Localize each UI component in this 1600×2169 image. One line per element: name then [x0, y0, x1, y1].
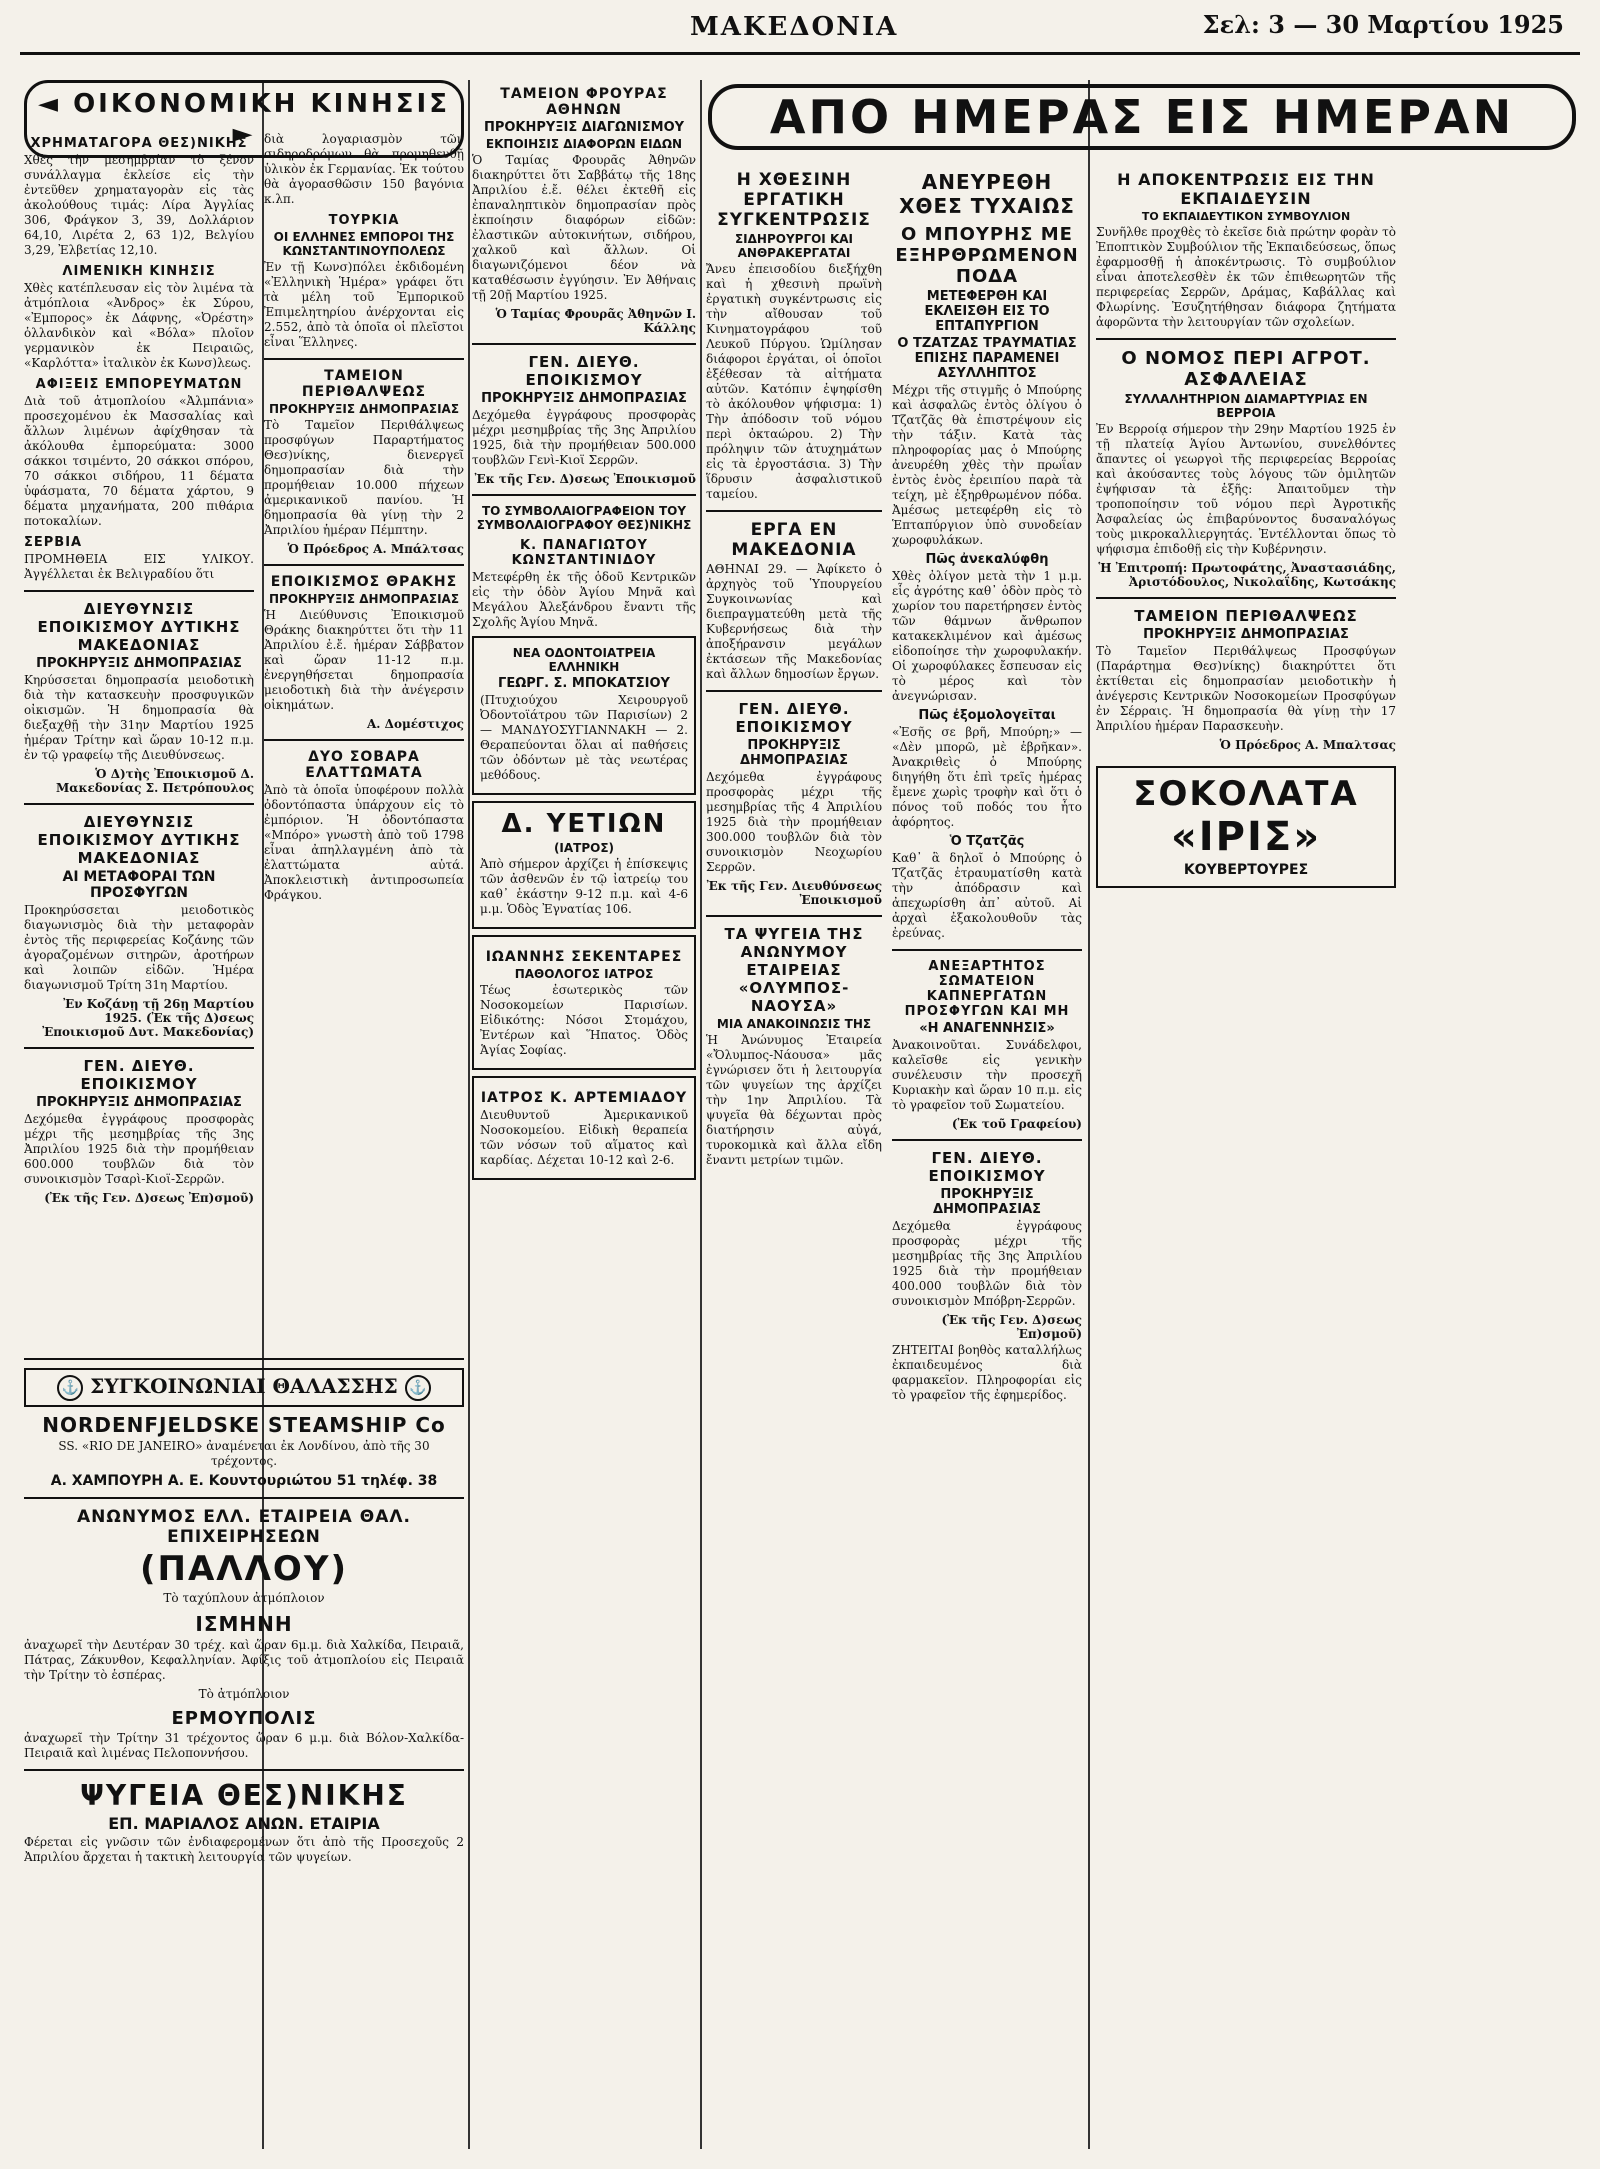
heading-ellines: ΟΙ ΕΛΛΗΝΕΣ ΕΜΠΟΡΟΙ ΤΗΣ ΚΩΝΣΤΑΝΤΙΝΟΥΠΟΛΕΩΣ: [273, 230, 455, 258]
text-main: Μέχρι τῆς στιγμῆς ὁ Μπούρης καὶ ἀσφαλῶς ἐντὸς ὀλίγου ὁ Τζατζᾶς θὰ ἐπιστρέψουν εἰς τὴν τάξιν. Κατὰ τὰς πληροφορίας μας ὁ Μπούρης ἀνευρέθη χθὲς τὴν πρωΐαν ἐντὸς ἑνὸς ἐρειπίου παρὰ τὰ τείχη, μὲ ἐξηρθρωμένον πόδα. Ἀμέσως μετεφέρθη εἰς τὸ Ἑπταπύργιον ὑπὸ συνοδείαν χωροφυλάκων.: [892, 383, 1082, 547]
text-psygeia: Ἡ Ἀνώνυμος Ἑταιρεία «Ὄλυμπος-Νάουσα» μᾶς ἐγνώρισεν ὅτι ἡ λειτουργία τῶν ψυγείων της ἀρχίζει τὴν 1ην Ἀπριλίου. Τὰ ψυγεῖα θὰ δέχωνται πρὸς διατήρησιν αὐγά, τυροκομικὰ καὶ ἄλλα εἴδη ἔναντι μετρίων τιμῶν.: [706, 1033, 882, 1167]
heading-panagiotou: Κ. ΠΑΝΑΓΙΩΤΟΥ ΚΩΝΣΤΑΝΤΙΝΙΔΟΥ: [511, 538, 657, 568]
subcolumn-right: [264, 130, 464, 907]
heading-symbolaiografeion: ΤΟ ΣΥΜΒΟΛΑΙΟΓΡΑΦΕΙΟΝ ΤΟΥ ΣΥΜΒΟΛΑΙΟΓΡΑΦΟΥ ΘΕΣ)ΝΙΚΗΣ: [476, 504, 692, 532]
heading-psygeia: ΨΥΓΕΙΑ ΘΕΣ)ΝΙΚΗΣ: [80, 1778, 408, 1812]
anchor-icon: ⚓: [405, 1375, 431, 1401]
chambouri-address: Α. ΧΑΜΠΟΥΡΗ Α. Ε. Κουντουριώτου 51 τηλέφ. 38: [50, 1472, 438, 1489]
signature-4: Α. Δομέστιχος: [367, 717, 464, 731]
anchor-icon: ⚓: [57, 1375, 83, 1401]
heading-prok-gen: ΠΡΟΚΗΡΥΞΙΣ ΔΗΜΟΠΡΑΣΙΑΣ: [739, 738, 849, 768]
heading-limeniki: ΛΙΜΕΝΙΚΗ ΚΙΝΗΣΙΣ: [62, 264, 216, 279]
heading-chrimatagora: ΧΡΗΜΑΤΑΓΟΡΑ ΘΕΣ)ΝΙΚΗΣ: [30, 136, 248, 151]
text-gen: Δεχόμεθα ἐγγράφους προσφορὰς μέχρι τῆς μεσημβρίας τῆς 3ης Ἀπριλίου 1925 διὰ τὴν προμήθειαν 400.000 τουβλῶν διὰ τὸν συνοικισμὸν Μπόβρη-Σερρῶν.: [892, 1219, 1082, 1308]
text-tameion-frouras: Ὁ Ταμίας Φρουρᾶς Ἀθηνῶν διακηρύττει ὅτι Σαββάτῳ τῆς 18ης Ἀπριλίου ἐ.ἔ. θέλει ἐκτεθῆ εἰς ἐπαναληπτικὸν δημοπρασίαν πρὸς ἐκποίησιν διαφόρων εἰδῶν: ἐλαστικῶν αὐτοκινήτων, σιδήρου, χαλκοῦ καὶ ἄλλων. Οἱ διαγωνιζόμενοι δέον νὰ καταθέσωσιν ἐγγύησιν. Ἐν Ἀθήναις τῇ 20ῇ Μαρτίου 1925.: [472, 153, 696, 302]
text-serbia: ΠΡΟΜΗΘΕΙΑ ΕΙΣ ΥΛΙΚΟΥ. Ἀγγέλλεται ἐκ Βελιγραδίου ὅτι: [24, 552, 254, 581]
text-anagennisis: Ἀνακοινοῦται. Συνάδελφοι, καλεῖσθε εἰς γενικὴν συνέλευσιν τὴν προσεχῆ Κυριακὴν καὶ ὥραν 10 π.μ. εἰς τὸ γραφεῖον τοῦ Σωματείου.: [892, 1038, 1082, 1112]
signature-nomos: Ἡ Ἐπιτροπή: Πρωτοφάτης, Ἀναστασιάδης, Ἀριστόδουλος, Νικολαΐδης, Κωτσάκης: [1098, 561, 1396, 589]
text-chrimatagora: Χθὲς τὴν μεσημβρίαν τὸ ξένον συνάλλαγμα ἐκλείσε εἰς τὴν ἐντεῦθεν χρηματαγορὰν εἰς τὰς ἀκολούθους τιμάς: Λίρα Ἀγγλίας 306, Φράγκον 3, 39, Δολλάριον 64,10, Λιρέτα 2, 63 1)2, Βελγίου 3,29, Ἐλβετίας 12,10.: [24, 153, 254, 257]
heading-psygeia-sub: ΜΙΑ ΑΝΑΚΟΙΝΩΣΙΣ ΤΗΣ: [716, 1017, 872, 1031]
heading-prokiryxis-1: ΠΡΟΚΗΡΥΞΙΣ ΔΗΜΟΠΡΑΣΙΑΣ: [36, 656, 242, 671]
heading-apokentrosis: Η ΑΠΟΚΕΝΤΡΩΣΙΣ ΕΙΣ ΤΗΝ ΕΚΠΑΙΔΕΥΣΙΝ: [1117, 170, 1375, 208]
divider: [706, 915, 882, 917]
heading-prok-gen: ΠΡΟΚΗΡΥΞΙΣ ΔΗΜΟΠΡΑΣΙΑΣ: [932, 1187, 1042, 1217]
divider: [472, 343, 696, 345]
shipping-title: ΣΥΓΚΟΙΝΩΝΙΑΙ ΘΑΛΑΣΣΗΣ: [90, 1374, 398, 1398]
text-sekentares: Τέως ἐσωτερικὸς τῶν Νοσοκομείων Παρισίων. Εἰδικότης: Νόσοι Στομάχου, Ἐντέρων καὶ Ἥπατος. Ὁδὸς Ἁγίας Σοφίας.: [480, 983, 688, 1057]
heading-anevrethi: ΑΝΕΥΡΕΘΗ ΧΘΕΣ ΤΥΧΑΙΩΣ: [899, 170, 1075, 218]
heading-meteferthi: ΜΕΤΕΦΕΡΘΗ ΚΑΙ ΕΚΛΕΙΣΘΗ ΕΙΣ ΤΟ ΕΠΤΑΠΥΡΓΙΟΝ: [924, 289, 1050, 334]
text-ismini-pre: Τὸ ταχύπλουν ἀτμόπλοιον: [163, 1590, 325, 1605]
divider: [24, 1497, 464, 1499]
heading-tourkia: ΤΟΥΡΚΙΑ: [328, 213, 400, 228]
divider: [24, 1769, 464, 1771]
heading-psygeia: ΤΑ ΨΥΓΕΙΑ ΤΗΣ ΑΝΩΝΥΜΟΥ ΕΤΑΙΡΕΙΑΣ «ΟΛΥΜΠΟΣ-ΝΑΟΥΣΑ»: [724, 925, 864, 1015]
column-labour: [706, 164, 882, 2149]
shipping-section: [24, 1350, 464, 1869]
masthead-rule: [20, 52, 1580, 55]
text-erga: ΑΘΗΝΑΙ 29. — Ἀφίκετο ὁ ἀρχηγὸς τοῦ Ὑπουργείου Συγκοινωνίας καὶ διεπραγματεύθη μετὰ τῆς Κυβερνήσεως διὰ τὴν ἀποξήρανσιν μεγάλων ἐκτάσεων τῆς Μακεδονίας καὶ ἄλλων δημοσίων ἔργων.: [706, 562, 882, 681]
text-yetion: Ἀπὸ σήμερον ἀρχίζει ἡ ἐπίσκεψις τῶν ἀσθενῶν ἐν τῷ ἰατρείῳ του καθ᾽ ἑκάστην 9-12 π.μ. καὶ 4-6 μ.μ. Ὁδὸς Ἐγνατίας 106.: [480, 857, 688, 916]
text-ermoupolis-pre: Τὸ ἀτμόπλοιον: [198, 1686, 290, 1701]
heading-chthesini-sub: ΣΙΔΗΡΟΥΡΓΟΙ ΚΑΙ ΑΝΘΡΑΚΕΡΓΑΤΑΙ: [734, 232, 853, 260]
heading-serbia: ΣΕΡΒΙΑ: [24, 535, 83, 550]
divider: [24, 1047, 254, 1049]
signature-1: Ὁ Δ)τὴς Ἐποικισμοῦ Δ. Μακεδονίας Σ. Πετρόπουλος: [55, 767, 254, 795]
divider: [892, 1139, 1082, 1141]
column-education: [1096, 164, 1576, 2149]
column-rule: [1088, 80, 1090, 2149]
column-rule: [700, 80, 702, 2149]
text-tameion: Τὸ Ταμεῖον Περιθάλψεως Προσφύγων (Παράρτημα Θεσ)νίκης) διακηρύττει ὅτι ἐκτίθεται εἰς δημοπρασίαν μειοδοτικὴν ἡ ἀνέγερσις Κεντρικῶν Νοσοκομείων Προσφύγων ἐν Σέρραις. Ἡ δημοπρασία θὰ γίνῃ τὴν 17 Ἀπριλίου ἡμέραν Παρασκευὴν.: [1096, 644, 1396, 733]
masthead: [0, 0, 1600, 72]
text-chthesini: Ἄνευ ἐπεισοδίου διεξήχθη καὶ ἡ χθεσινὴ πρωϊνὴ ἐργατικὴ συγκέντρωσις εἰς τὴν αἴθουσαν τοῦ Κινηματογράφου τοῦ Λευκοῦ Πύργου. Ὡμίλησαν διάφοροι ἐργάται, οἱ ὁποῖοι ἐξέθεσαν τὰ αἰτήματα αὐτῶν. Κατόπιν ἐψηφίσθη τὸ ἀκόλουθον ψήφισμα: 1) Τὴν ἀπόδοσιν τοῦ νόμου περὶ ὀκταώρου. 2) Τὴν πρόληψιν τῶν ἀτυχημάτων εἰς τὰ ἐργοστάσια. 3) Τὴν ἵδρυσιν ἀσφαλιστικοῦ ταμείου.: [706, 262, 882, 501]
heading-odontiatreion: ΝΕΑ ΟΔΟΝΤΟΙΑΤΡΕΙΑ ΕΛΛΗΝΙΚΗ: [512, 646, 656, 674]
heading-prok-perioul: ΠΡΟΚΗΡΥΞΙΣ ΔΗΜΟΠΡΑΣΙΑΣ: [268, 402, 460, 416]
text-psygeia: Φέρεται εἰς γνῶσιν τῶν ἐνδιαφερομένων ὅτι ἀπὸ τῆς Προσεχοῦς 2 Ἀπριλίου ἄρχεται ἡ τακτικὴ λειτουργία τῶν ψυγείων.: [24, 1834, 464, 1864]
heading-tzatzas: Ο ΤΖΑΤΖΑΣ ΤΡΑΥΜΑΤΙΑΣ ΕΠΙΣΗΣ ΠΑΡΑΜΕΝΕΙ ΑΣΥΛΛΗΠΤΟΣ: [897, 336, 1077, 381]
divider: [706, 690, 882, 692]
column-rule: [468, 80, 470, 2149]
heading-ermoupolis: ΕΡΜΟΥΠΟΛΙΣ: [171, 1707, 317, 1729]
text-metaphorai: Προκηρύσσεται μειοδοτικὸς διαγωνισμὸς διὰ τὴν μεταφορὰν ἐντὸς τῆς περιφερείας Κοζάνης τῶν ἀγοραζομένων σιτηρῶν, ἀροτήρων καὶ λοιπῶν εἰδῶν. Ἡμέρα διαγωνισμοῦ Τρίτη 31η Μαρτίου.: [24, 903, 254, 992]
signature-gen: Ἐκ τῆς Γεν. Δ)σεως Ἐποικισμοῦ: [474, 472, 696, 486]
heading-tameion: ΤΑΜΕΙΟΝ ΠΕΡΙΘΑΛΨΕΩΣ: [1134, 607, 1358, 625]
signature-tameion-frouras: Ὁ Ταμίας Φρουρᾶς Ἀθηνῶν Ι. Κάλλης: [495, 307, 696, 335]
heading-dieuthynseis-2: ΔΙΕΥΘΥΝΣΙΣ ΕΠΟΙΚΙΣΜΟΥ ΔΥΤΙΚΗΣ ΜΑΚΕΔΟΝΙΑΣ: [37, 813, 241, 867]
text-ismini: ἀναχωρεῖ τὴν Δευτέραν 30 τρέχ. καὶ ὥραν 6μ.μ. διὰ Χαλκίδα, Πειραιᾶ, Πάτρας, Ζάκυνθον, Κεφαλληνίαν. Ἀφίξις τοῦ ἀτμοπλοίου εἰς Πειραιᾶ τὴν Τρίτην τὸ ἑσπέρας.: [24, 1637, 464, 1682]
divider: [706, 510, 882, 512]
banner-title: ΟΙΚΟΝΟΜΙΚΗ ΚΙΝΗΣΙΣ: [73, 89, 450, 119]
shipping-banner: [24, 1368, 464, 1407]
heading-nordenfjeldske: NORDENFJELDSKE STEAMSHIP Co: [42, 1412, 446, 1437]
text-perioul: Τὸ Ταμεῖον Περιθάλψεως προσφύγων Παραρτήματος Θεσ)νίκης, διενεργεῖ δημοπρασίαν διὰ τὴν προμήθειαν 10.000 πήχεων ἀμερικανικοῦ πανίου. Ἡ δημοπρασία θὰ γίνῃ τὴν 2 Ἀπριλίου ἡμέραν Πέμπτην.: [264, 418, 464, 537]
text-limeniki: Χθὲς κατέπλευσαν εἰς τὸν λιμένα τὰ ἀτμόπλοια «Ἀνδρος» ἐκ Σύρου, «Ἐμπορος» ἐκ Δάφνης, «Ὀρέστη» ὁλλανδικὸν καὶ «Βόλα» πλοῖον γερμανικὸν ἐκ Πειραιῶς, «Καρλόττα» ἰταλικὸν ἐκ Κωνσ)λεως.: [24, 281, 254, 370]
signature-gen: (Ἐκ τῆς Γεν. Δ)σεως Ἐπ)σμοῦ): [44, 1191, 254, 1205]
ad-artemiadou: [472, 1076, 696, 1180]
heading-erga: ΕΡΓΑ ΕΝ ΜΑΚΕΔΟΝΙΑ: [731, 520, 857, 560]
divider: [472, 494, 696, 496]
heading-gen-dieuth: ΓΕΝ. ΔΙΕΥΘ. ΕΠΟΙΚΙΣΜΟΥ: [80, 1057, 198, 1093]
text-continuation: διὰ λογαριασμὸν τῶν σιδηροδρόμων θὰ προμηθευθῇ ὑλικὸν ἐκ Γερμανίας. Ἐκ τούτου θὰ ἀγορασθῶσιν 150 βαγόνια κ.λπ.: [264, 132, 464, 206]
divider: [24, 1358, 464, 1360]
text-thrakis: Ἡ Διεύθυνσις Ἐποικισμοῦ Θράκης διακηρύττει ὅτι τὴν 11 Ἀπριλίου ἐ.ἔ. ἡμέραν Σάββατον καὶ ὥραν 11-12 π.μ. ἐνεργηθήσεται δημοπρασία μειοδοτικὴ διὰ τὴν ἀνέγερσιν οἰκημάτων.: [264, 608, 464, 712]
text-aphixeis: Διὰ τοῦ ἀτμοπλοίου «Ἀλμπάνια» προσεχομένου ἐκ Μασσαλίας καὶ ἄλλων λιμένων ἀφίχθησαν τὰ ἀκόλουθα ἐμπορεύματα: 3000 σάκκοι τσιμέντο, 20 σάκκοι σπόρου, 70 σάκκοι σιδήρου, 11 δέματα ὑφάσματα, 70 δέματα χάρτου, 9 δέματα μηχανήματα, 200 πιθάρια ποτοκαλίων.: [24, 394, 254, 528]
text-exomologisis: «Ἐσῆς σε βρῆ, Μπούρη;» — «Δὲν μπορῶ, μὲ ἐβρῆκαν». Ἀνακριθεὶς ὁ Μπούρης διηγήθη ὅτι ἐπὶ τρεῖς ἡμέρας ἔμενε χωρὶς τροφὴν καὶ ὅτι ὁ πόνος τοῦ ποδός του ἦτο ἀφόρητος.: [892, 725, 1082, 829]
heading-mpoures: Ο ΜΠΟΥΡΗΣ ΜΕ ΕΞΗΡΘΡΩΜΕΝΟΝ ΠΟΔΑ: [895, 224, 1079, 287]
heading-palloy: (ΠΑΛΛΟΥ): [140, 1548, 348, 1589]
left-arrow-icon: ◄: [38, 89, 61, 119]
text-nomos: Ἐν Βερροίᾳ σήμερον τὴν 29ην Μαρτίου 1925 ἐν τῇ πλατείᾳ Ἁγίου Ἀντωνίου, συνελθόντες ἄπαντες οἱ γεωργοὶ τῆς περιφερείας Βερροίας καὶ ἀκούσαντες τοὺς λόγους τῶν ὁμιλητῶν ἐψήφισαν τὰ ἑξῆς: Ἀπαιτοῦμεν τὴν τροποποίησιν τοῦ νόμου περὶ Ἀγροτικῆς Ἀσφαλείας ὡς ἐπιβαρύνοντος δυσαναλόγως τοὺς μικροκαλλιεργητάς. Ἐντέλλονται ὅπως τὸ ψήφισμα ἐπιδοθῇ εἰς τὴν Κυβέρνησιν.: [1096, 422, 1396, 556]
heading-nomos: Ο ΝΟΜΟΣ ΠΕΡΙ ΑΓΡΟΤ. ΑΣΦΑΛΕΙΑΣ: [1121, 348, 1371, 390]
ad-odontiatreion: [472, 636, 696, 795]
heading-gen-dieuth: ΓΕΝ. ΔΙΕΥΘ. ΕΠΟΙΚΙΣΜΟΥ: [735, 700, 853, 736]
divider: [1096, 597, 1396, 599]
heading-tameion-perioul: ΤΑΜΕΙΟΝ ΠΕΡΙΘΑΛΨΕΩΣ: [301, 368, 427, 400]
heading-tzatzas-sub: Ὁ Τζατζᾶς: [949, 834, 1025, 849]
heading-yetion: Δ. ΥΕΤΙΩΝ: [501, 809, 667, 839]
divider: [24, 803, 254, 805]
heading-kouvertoures: ΚΟΥΒΕΡΤΟΥΡΕΣ: [1183, 862, 1309, 878]
text-apokentrosis: Συνῆλθε προχθὲς τὸ ἐκεῖσε διὰ πρώτην φορὰν τὸ Ἐποπτικὸν Συμβούλιον τῆς Ἐκπαιδεύσεως, ὅπως ἐφαρμοσθῇ ἡ ἀποκέντρωσις. Τὸ συμβούλιον εἶναι ἀποτελεσθὲν ἐκ τῶν ἐπιθεωρητῶν τῆς περιφερείας Σερρῶν, Δράμας, Καβάλλας καὶ Φλωρίνης. Ἐσυζητήθησαν διάφορα ζητήματα ἀφορῶντα τὴν λειτουργίαν τῶν σχολείων.: [1096, 225, 1396, 329]
heading-sekentares: ΙΩΑΝΝΗΣ ΣΕΚΕΝΤΑΡΕΣ: [485, 949, 683, 965]
heading-ismini: ΙΣΜΗΝΗ: [195, 1611, 293, 1636]
text-symbolaio: Μετεφέρθη ἐκ τῆς ὁδοῦ Κεντρικῶν εἰς τὴν ὁδὸν Ἁγίου Μηνᾶ καὶ Μεγάλου Ἀλεξάνδρου ἔναντι τῆς Σχολῆς Ἁγίου Μηνᾶ.: [472, 570, 696, 629]
ad-yetion: [472, 801, 696, 929]
divider: [264, 739, 464, 741]
text-prokiryxis-1: Κηρύσσεται δημοπρασία μειοδοτικὴ διὰ τὴν κατασκευὴν προσφυγικῶν οἰκισμῶν. Ἡ δημοπρασία θὰ διεξαχθῇ τὴν 31ην Μαρτίου 1925 ἡμέραν Τρίτην καὶ ὥραν 10-12 π.μ. ἐν τῷ γραφείῳ τῆς Διευθύνσεως.: [24, 673, 254, 762]
heading-sekentares-sub: ΠΑΘΟΛΟΓΟΣ ΙΑΤΡΟΣ: [514, 967, 654, 981]
heading-gen-dieuth: ΓΕΝ. ΔΙΕΥΘ. ΕΠΟΙΚΙΣΜΟΥ: [525, 353, 643, 389]
divider: [24, 590, 254, 592]
heading-tameion-frouras: ΤΑΜΕΙΟΝ ΦΡΟΥΡΑΣ ΑΘΗΝΩΝ: [500, 86, 668, 118]
signature-tameion: Ὁ Πρόεδρος Α. Μπαλτσας: [1219, 738, 1396, 752]
right-arrow-icon: ►: [232, 119, 256, 149]
signature-3: Ὁ Πρόεδρος Α. Μπάλτσας: [287, 542, 464, 556]
heading-ekpoiisis: ΕΚΠΟΙΗΣΙΣ ΔΙΑΦΟΡΩΝ ΕΙΔΩΝ: [485, 137, 683, 151]
text-artemiadou: Διευθυντοῦ Ἀμερικανικοῦ Νοσοκομείου. Εἰδικὴ θεραπεία τῶν νόσων τοῦ αἵματος καὶ καρδίας. Δέχεται 10-12 καὶ 2-6.: [480, 1108, 688, 1167]
text-dyo: Ἀπὸ τὰ ὁποῖα ὑποφέρουν πολλὰ ὀδοντόπαστα ὑπάρχουν εἰς τὸ ἐμπόριον. Ἡ ὀδοντόπαστα «Μπόρο» γνωστὴ ἀπὸ τοῦ 1798 εἶναι ἀπηλλαγμένη ἀπὸ τὰ ἐλαττώματα αὐτά. Ἀποκλειστικὴ ἀντιπροσωπεία Φράγκου.: [264, 783, 464, 902]
heading-anexartitos: ΑΝΕΞΑΡΤΗΤΟΣ ΣΩΜΑΤΕΙΟΝ ΚΑΠΝΕΡΓΑΤΩΝ ΠΡΟΣΦΥΓΩΝ ΚΑΙ ΜΗ: [904, 959, 1070, 1019]
ad-sokolata: [1096, 766, 1396, 888]
newspaper-name: ΜΑΚΕΔΟΝΙΑ: [690, 12, 899, 42]
divider: [1096, 338, 1396, 340]
heading-metaphorai: ΑΙ ΜΕΤΑΦΟΡΑΙ ΤΩΝ ΠΡΟΣΦΥΓΩΝ: [62, 869, 216, 901]
heading-psygeia-sub: ΕΠ. ΜΑΡΙΑΛΟΣ ΑΝΩΝ. ΕΤΑΙΡΙΑ: [108, 1813, 380, 1833]
heading-prok-diag: ΠΡΟΚΗΡΥΞΙΣ ΔΙΑΓΩΝΙΣΜΟΥ: [483, 120, 685, 135]
text-ermoupolis: ἀναχωρεῖ τὴν Τρίτην 31 τρέχοντος ὥραν 6 μ.μ. διὰ Βόλον-Χαλκίδα-Πειραιᾶ καὶ λιμένας Πελοποννήσου.: [24, 1730, 464, 1760]
heading-prok-gen: ΠΡΟΚΗΡΥΞΙΣ ΔΗΜΟΠΡΑΣΙΑΣ: [481, 391, 687, 406]
heading-epoik-thrakis: ΕΠΟΙΚΙΣΜΟΣ ΘΡΑΚΗΣ: [270, 574, 458, 590]
heading-apokentrosis-sub: ΤΟ ΕΚΠΑΙΔΕΥΤΙΚΟΝ ΣΥΜΒΟΥΛΙΟΝ: [1141, 210, 1351, 223]
text-tzatzas: Καθ᾽ ἃ δηλοῖ ὁ Μπούρης ὁ Τζατζᾶς ἐτραυματίσθη κατὰ τὴν ἀπόδρασιν καὶ ἀπεχωρίσθη ἀπ᾽ αὐτοῦ. Αἱ ἀρχαὶ ἐξακολουθοῦν τὰς ἐρεύνας.: [892, 851, 1082, 940]
heading-mpokatsiou: ΓΕΩΡΓ. Σ. ΜΠΟΚΑΤΣΙΟΥ: [498, 676, 670, 691]
heading-nomos-sub: ΣΥΛΛΑΛΗΤΗΡΙΟΝ ΔΙΑΜΑΡΤΥΡΙΑΣ ΕΝ ΒΕΡΡΟΙΑ: [1124, 392, 1368, 420]
column-economic: [24, 80, 464, 2149]
heading-artemiadou: ΙΑΤΡΟΣ Κ. ΑΡΤΕΜΙΑΔΟΥ: [480, 1090, 688, 1106]
heading-iris: «ΙΡΙΣ»: [1170, 814, 1322, 860]
heading-chthesini: Η ΧΘΕΣΙΝΗ ΕΡΓΑΤΙΚΗ ΣΥΓΚΕΝΤΡΩΣΙΣ: [717, 170, 871, 230]
heading-gen-dieuth: ΓΕΝ. ΔΙΕΥΘ. ΕΠΟΙΚΙΣΜΟΥ: [928, 1149, 1046, 1185]
heading-dyo: ΔΥΟ ΣΟΒΑΡΑ ΕΛΑΤΤΩΜΑΤΑ: [305, 749, 423, 781]
text-zitountai: ΖΗΤΕΙΤΑΙ βοηθὸς καταλλήλως ἐκπαιδευμένος διὰ φαρμακεῖον. Πληροφορίαι εἰς τὸ γραφεῖον τῆς ἐφημερίδος.: [892, 1343, 1082, 1402]
text-ellines: Ἐν τῇ Κωνσ)πόλει ἐκδιδομένη «Ἐλληνικὴ Ἡμέρα» γράφει ὅτι τὰ μέλη τοῦ Ἐμπορικοῦ Ἐπιμελητηρίου ἀνέρχονται εἰς 2.552, ἀπὸ τὰ ὁποῖα οἱ πλεῖστοι εἶναι Ἕλληνες.: [264, 260, 464, 349]
text-pos: Χθὲς ὀλίγον μετὰ τὴν 1 μ.μ. εἷς ἀγρότης καθ᾽ ὁδὸν πρὸς τὸ χωρίον του παρετήρησεν ἐντὸς τῶν θάμνων ἄνθρωπον κατακεκλιμένον καὶ ἀμέσως εἰδοποίησε τὴν χωροφυλακήν. Οἱ χωροφύλακες ἔσπευσαν εἰς τὸ μέρος καὶ τὸν ἀνεγνώρισαν.: [892, 569, 1082, 703]
day-to-day-banner: ΑΠΟ ΗΜΕΡΑΣ ΕΙΣ ΗΜΕΡΑΝ: [708, 84, 1576, 150]
text-gen: Δεχόμεθα ἐγγράφους προσφορὰς μέχρι τῆς μεσημβρίας τῆς 4 Ἀπριλίου 1925 διὰ τὴν προμήθειαν 300.000 τουβλῶν διὰ τὸν συνοικισμὸν Νεοχωρίου Σερρῶν.: [706, 770, 882, 874]
heading-aphixeis: ΑΦΙΞΕΙΣ ΕΜΠΟΡΕΥΜΑΤΩΝ: [35, 377, 243, 392]
heading-sokolata: ΣΟΚΟΛΑΤΑ: [1133, 774, 1359, 814]
heading-prok-thrakis: ΠΡΟΚΗΡΥΞΙΣ ΔΗΜΟΠΡΑΣΙΑΣ: [268, 592, 460, 606]
signature-gen: (Ἐκ τῆς Γεν. Δ)σεως Ἐπ)σμοῦ): [941, 1313, 1082, 1341]
heading-dieuthynseis-1: ΔΙΕΥΘΥΝΣΙΣ ΕΠΟΙΚΙΣΜΟΥ ΔΥΤΙΚΗΣ ΜΑΚΕΔΟΝΙΑΣ: [37, 600, 241, 654]
day-to-day-banner-wrapper: [708, 84, 1576, 154]
divider: [892, 949, 1082, 951]
heading-prok-gen: ΠΡΟΚΗΡΥΞΙΣ ΔΗΜΟΠΡΑΣΙΑΣ: [36, 1095, 242, 1110]
divider: [264, 358, 464, 360]
column-mpoures: [892, 164, 1082, 2149]
signature-anagennisis: (Ἐκ τοῦ Γραφείου): [951, 1117, 1082, 1131]
column-education-inner: [1096, 170, 1396, 888]
text-odontiatreion: (Πτυχιούχου Χειρουργοῦ Ὀδοντοϊάτρου τῶν Παρισίων) 2 — ΜΑΝΔΥΟΣΥΓΙΑΝΝΑΚΗ — 2. Θεραπεύονται ὅλαι αἱ παθήσεις τῶν ὀδόντων μὲ τὰς νεωτέρας μεθόδους.: [480, 693, 688, 782]
heading-yetion-sub: (ΙΑΤΡΟΣ): [553, 841, 615, 855]
divider: [264, 564, 464, 566]
text-nordenfjeldske: SS. «RIO DE JANEIRO» ἀναμένεται ἐκ Λονδίνου, ἀπὸ τῆς 30 τρέχοντος.: [58, 1438, 430, 1468]
text-gen: Δεχόμεθα ἐγγράφους προσφορὰς μέχρι τῆς μεσημβρίας τῆς 3ης Ἀπριλίου 1925 διὰ τὴν προμήθειαν 600.000 τουβλῶν διὰ τὸν συνοικισμὸν Τσαρὶ-Κιοϊ-Σερρῶν.: [24, 1112, 254, 1186]
signature-gen: Ἐκ τῆς Γεν. Διευθύνσεως Ἐποικισμοῦ: [706, 879, 882, 907]
heading-anonymos: ΑΝΩΝΥΜΟΣ ΕΛΛ. ΕΤΑΙΡΕΙΑ ΘΑΛ. ΕΠΙΧΕΙΡΗΣΕΩΝ: [77, 1506, 411, 1547]
heading-pos: Πῶς ἀνεκαλύφθη: [925, 552, 1049, 567]
text-gen: Δεχόμεθα ἐγγράφους προσφορὰς μέχρι μεσημβρίας τῆς 3ης Ἀπριλίου 1925, διὰ τὴν προμήθειαν 500.000 τουβλῶν Γενὶ-Κιοϊ Σερρῶν.: [472, 408, 696, 467]
heading-prok-tameion: ΠΡΟΚΗΡΥΞΙΣ ΔΗΜΟΠΡΑΣΙΑΣ: [1143, 627, 1349, 642]
column-notices: [472, 80, 696, 2149]
subcolumn-left: [24, 130, 254, 1207]
issue-date: Σελ: 3 — 30 Μαρτίου 1925: [1202, 10, 1564, 39]
ad-sekentares: [472, 935, 696, 1070]
signature-2: Ἐν Κοζάνῃ τῇ 26ῃ Μαρτίου 1925. (Ἐκ τῆς Δ)σεως Ἐποικισμοῦ Δυτ. Μακεδονίας): [42, 997, 254, 1039]
heading-exomologisis: Πῶς ἐξομολογεῖται: [918, 708, 1056, 723]
heading-anagennisis: «Η ΑΝΑΓΕΝΝΗΣΙΣ»: [919, 1021, 1055, 1036]
